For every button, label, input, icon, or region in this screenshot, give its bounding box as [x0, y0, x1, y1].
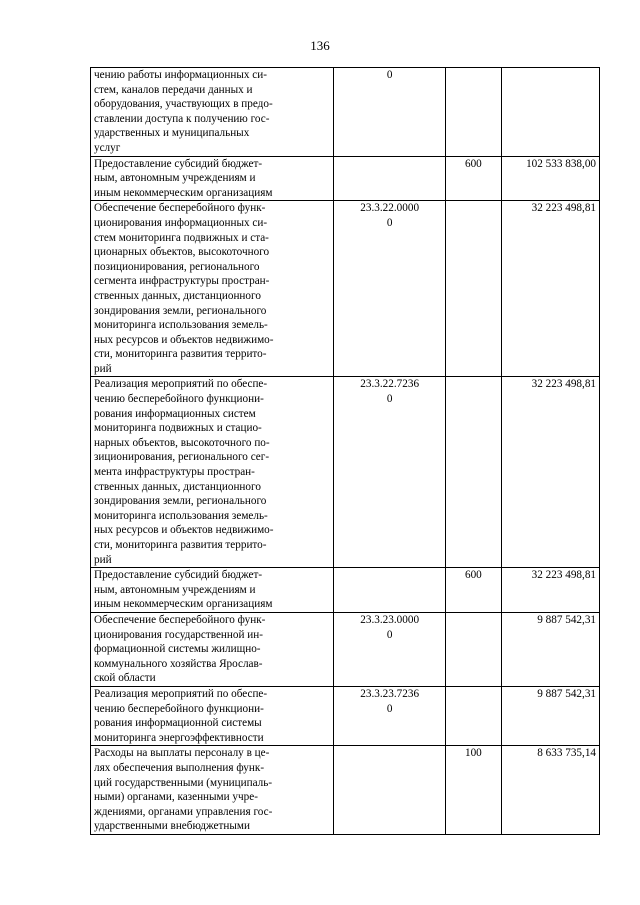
- amount-cell: [501, 201, 599, 377]
- expense-type-cell: [446, 201, 501, 377]
- table-row: [91, 377, 600, 568]
- target-code: 23.3.22.7236 0: [360, 378, 420, 406]
- expense-name-cell: [91, 686, 334, 745]
- expense-type-cell: [446, 68, 501, 157]
- expense-name-cell: [91, 568, 334, 613]
- expense-name-cell: [91, 156, 334, 201]
- budget-table: [90, 67, 600, 835]
- target-code-cell: [334, 612, 446, 686]
- target-code-cell: [334, 156, 446, 201]
- amount: 8 633 735,14: [537, 747, 596, 760]
- expense-name: чению работы информационных си- стем, каналов передачи данных и оборудования, участвующих в предо- ставлении доступа к получению гос- ударственных и муниципальных услуг: [94, 69, 273, 154]
- target-code-cell: [334, 686, 446, 745]
- amount: 32 223 498,81: [531, 378, 596, 391]
- amount: 9 887 542,31: [537, 687, 596, 700]
- expense-type-cell: [446, 686, 501, 745]
- expense-name-cell: [91, 68, 334, 157]
- expense-name: Реализация мероприятий по обеспе- чению бесперебойного функциони- рования информационных систем мониторинга подвижных и стацио- нарных объектов, высокоточного по- зиционирования, регионального сег- мента инфраструктуры простран- ственных данных, дистанционного зондирования земли, регионального мониторинга использования земель- ных ресурсов и объектов недвижимо- сти, мониторинга развития террито- рий: [94, 378, 274, 566]
- target-code: 0: [386, 69, 393, 81]
- expense-name-cell: [91, 377, 334, 568]
- expense-name: Расходы на выплаты персоналу в це- лях обеспечения выполнения функ- ций государственными (муниципаль- ными) органами, казенными учре- ждениями, органами управления гос- ударственными внебюджетными: [94, 747, 273, 833]
- expense-type-cell: [446, 377, 501, 568]
- amount-cell: [501, 568, 599, 613]
- expense-type: 100: [464, 747, 482, 760]
- expense-name-cell: [91, 201, 334, 377]
- amount-cell: [501, 686, 599, 745]
- expense-name-cell: [91, 612, 334, 686]
- expense-name-cell: [91, 746, 334, 835]
- amount-cell: [501, 746, 599, 835]
- amount: 9 887 542,31: [537, 613, 596, 626]
- table-row: [91, 68, 600, 157]
- amount-cell: [501, 68, 599, 157]
- target-code: 23.3.23.0000 0: [360, 613, 420, 641]
- expense-type-cell: [446, 156, 501, 201]
- expense-type: 600: [464, 157, 482, 170]
- expense-name: Предоставление субсидий бюджет- ным, автономным учреждениям и иным некоммерческим организациям: [94, 157, 273, 199]
- target-code-cell: [334, 68, 446, 157]
- target-code: 23.3.22.0000 0: [360, 202, 420, 229]
- expense-name: Реализация мероприятий по обеспе- чению бесперебойного функциони- рования информационной системы мониторинга энергоэффективности: [94, 687, 268, 744]
- table-row: [91, 612, 600, 686]
- expense-type-cell: [446, 746, 501, 835]
- target-code-cell: [334, 201, 446, 377]
- table-row: [91, 201, 600, 377]
- table-row: [91, 568, 600, 613]
- expense-type-cell: [446, 568, 501, 613]
- target-code-cell: [334, 568, 446, 613]
- amount-cell: [501, 612, 599, 686]
- page-number: 136: [310, 38, 330, 53]
- target-code-cell: [334, 377, 446, 568]
- expense-name: Предоставление субсидий бюджет- ным, автономным учреждениям и иным некоммерческим организациям: [94, 569, 273, 611]
- table-row: [91, 746, 600, 835]
- expense-type: 600: [464, 569, 482, 582]
- expense-name: Обеспечение бесперебойного функ- ционирования информационных си- стем мониторинга подвижных и ста- ционарных объектов, высокоточного позиционирования, регионального сегмента инфраструктуры простран- ственных данных, дистанционного зондирования земли, регионального мониторинга использования земель- ных ресурсов и объектов недвижимо- сти, мониторинга развития террито- рий: [94, 202, 274, 375]
- amount: 32 223 498,81: [531, 569, 596, 582]
- target-code: 23.3.23.7236 0: [360, 687, 420, 715]
- amount: 102 533 838,00: [526, 157, 596, 170]
- amount: 32 223 498,81: [531, 202, 596, 215]
- expense-type-cell: [446, 612, 501, 686]
- amount-cell: [501, 156, 599, 201]
- expense-name: Обеспечение бесперебойного функ- ционирования государственной ин- формационной системы жилищно- коммунального хозяйства Ярослав- ской области: [94, 613, 266, 685]
- amount-cell: [501, 377, 599, 568]
- table-row: [91, 156, 600, 201]
- target-code-cell: [334, 746, 446, 835]
- table-row: [91, 686, 600, 745]
